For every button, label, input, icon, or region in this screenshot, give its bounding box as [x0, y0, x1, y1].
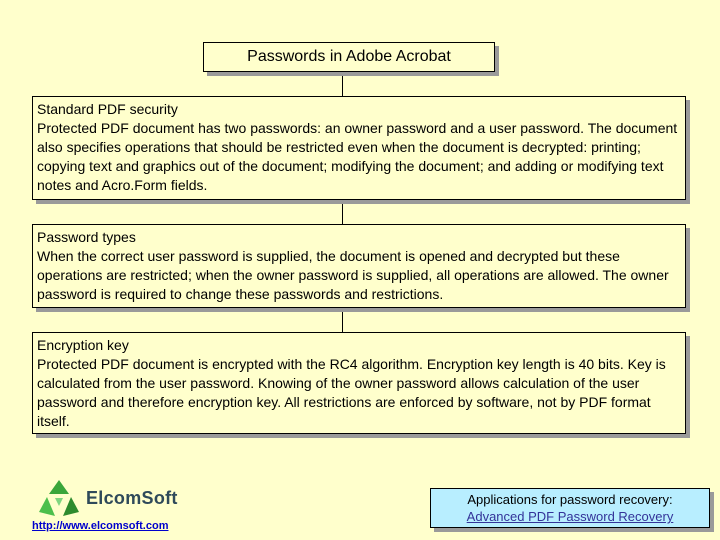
advanced-pdf-password-recovery-link[interactable]: Advanced PDF Password Recovery — [466, 509, 674, 524]
connector-title-to-security — [342, 72, 343, 96]
connector-types-to-key — [342, 308, 343, 332]
applications-label: Applications for password recovery: — [467, 492, 673, 507]
section-body: Protected PDF document has two passwords: an owner password and a user password. The document also specifies operations that should be restricted even when the document is decrypted: printing; copying text and graphics out of the document; modifying the document; and adding or modifying text notes and Acro.Form fields. — [37, 120, 678, 193]
diagram-title: Passwords in Adobe Acrobat — [203, 42, 495, 72]
section-encryption-key — [32, 332, 686, 434]
section-body: Protected PDF document is encrypted with the RC4 algorithm. Encryption key length is 40 bits. Key is calculated from the user password. Knowing of the owner password allows calculation of the user password and therefore encryption key. All restrictions are enforced by software, not by PDF format itself. — [37, 356, 666, 429]
section-standard-security — [32, 96, 686, 200]
logo-name: ElcomSoft — [86, 488, 178, 508]
connector-security-to-types — [342, 200, 343, 224]
logo-url-link[interactable]: http://www.elcomsoft.com — [32, 520, 169, 532]
applications-box — [430, 488, 710, 528]
section-password-types — [32, 224, 686, 308]
section-heading: Encryption key — [37, 337, 129, 353]
section-heading: Standard PDF security — [37, 101, 178, 117]
section-heading: Password types — [37, 229, 136, 245]
section-body: When the correct user password is supplied, the document is opened and decrypted but these operations are restricted; when the owner password is supplied, all operations are allowed. The owner password is required to change these passwords and restrictions. — [37, 248, 669, 302]
recycle-logo-icon — [38, 478, 80, 520]
elcomsoft-logo — [32, 478, 212, 540]
